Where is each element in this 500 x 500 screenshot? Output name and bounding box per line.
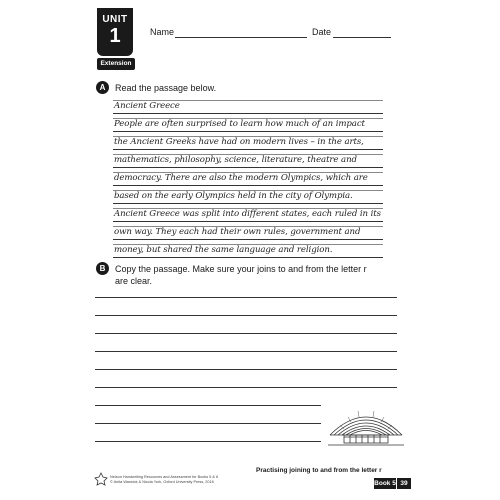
writing-line[interactable] <box>95 297 397 298</box>
section-a-instruction: Read the passage below. <box>115 83 217 93</box>
page-number: 39 <box>397 478 411 489</box>
passage-line: democracy. There are also the modern Olympics, which are <box>114 173 368 183</box>
writing-line[interactable] <box>95 441 321 442</box>
passage-line: mathematics, philosophy, science, literature, theatre and <box>114 155 357 165</box>
passage-line: People are often surprised to learn how much of an impact <box>114 119 365 129</box>
date-label: Date <box>312 27 332 37</box>
writing-line[interactable] <box>95 405 321 406</box>
unit-tab <box>97 8 133 56</box>
unit-word: UNIT <box>102 14 128 25</box>
copyright-line1: Nelson Handwriting Resources and Assessment for Books 5 & 6 <box>110 475 219 479</box>
section-a-marker: A <box>96 81 109 94</box>
writing-line[interactable] <box>95 387 397 388</box>
passage-line: Ancient Greece was split into different states, each ruled in its <box>114 209 381 219</box>
date-line <box>333 37 391 38</box>
writing-line[interactable] <box>95 351 397 352</box>
passage-line: money, but shared the same language and religion. <box>114 245 333 255</box>
amphitheatre-illustration <box>326 395 406 447</box>
writing-line[interactable] <box>95 315 397 316</box>
extension-badge: Extension <box>97 58 135 70</box>
copyright-block <box>110 475 260 485</box>
book-badge: Book 5 <box>374 480 396 487</box>
passage-line: the Ancient Greeks have had on modern lives – in the arts, <box>114 137 364 147</box>
unit-number: 1 <box>109 25 121 47</box>
writing-line[interactable] <box>95 369 397 370</box>
copyright-line2: © Anita Warwick & Nicola York, Oxford University Press, 2016 <box>110 480 214 484</box>
section-b-instruction-line2: are clear. <box>115 276 153 286</box>
section-b-instruction-line1: Copy the passage. Make sure your joins to and from the letter r <box>115 264 367 274</box>
footer-title: Practising joining to and from the letter r <box>256 467 382 474</box>
writing-line[interactable] <box>95 333 397 334</box>
name-line <box>175 37 307 38</box>
passage-line: own way. They each had their own rules, government and <box>114 227 361 237</box>
publisher-logo-icon <box>94 472 108 486</box>
name-label: Name <box>150 27 175 37</box>
writing-line[interactable] <box>95 423 321 424</box>
section-b-marker: B <box>96 262 109 275</box>
passage-line: based on the early Olympics held in the city of Olympia. <box>114 191 353 201</box>
passage-title: Ancient Greece <box>114 101 180 111</box>
